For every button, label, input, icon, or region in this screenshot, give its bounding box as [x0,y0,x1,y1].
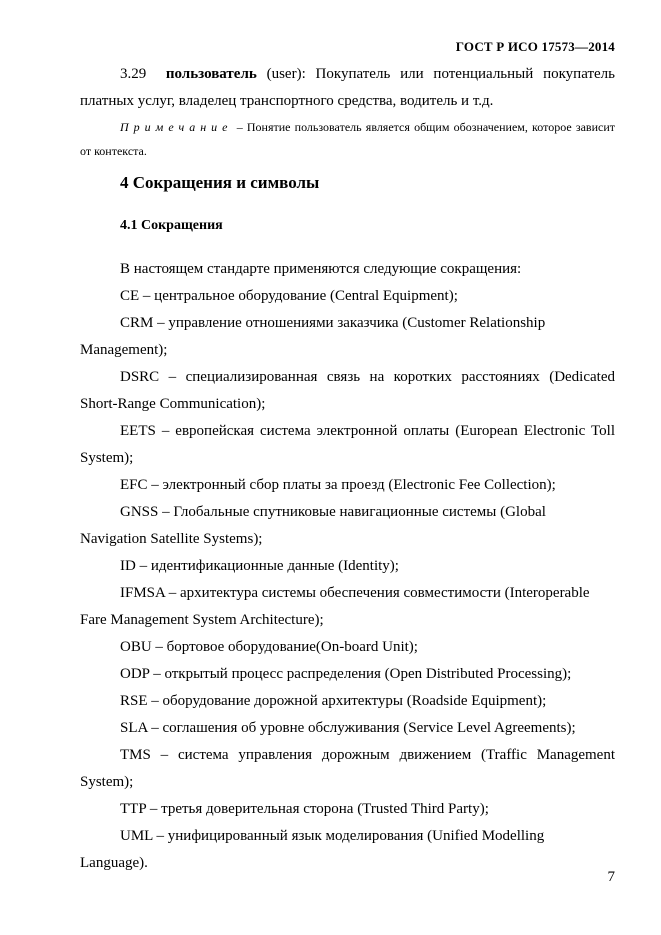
abbreviation-item: ID – идентификационные данные (Identity); [120,558,399,574]
abbreviation-item: OBU – бортовое оборудование(On-board Unit); [120,639,418,655]
abbreviation-item: EFC – электронный сбор платы за проезд (Electronic Fee Collection); [120,477,556,493]
subsection-title: 4.1 Сокращения [120,218,223,233]
section-title: 4 Сокращения и символы [120,173,320,192]
abbreviation-item: UML – унифицированный язык моделирования (Unified Modelling Language). [80,828,545,871]
note-label: Примечание [120,120,233,134]
note [80,115,615,163]
definition-3-29 [80,61,615,115]
abbreviation-item: ODP – открытый процесс распределения (Open Distributed Processing); [120,666,572,682]
page-number: 7 [607,869,615,885]
abbreviation-item: DSRC – специализированная связь на коротких расстояниях (Dedicated Short-Range Communication); [80,369,615,412]
abbreviation-item: RSE – оборудование дорожной архитектуры (Roadside Equipment); [120,693,547,709]
definition-term: пользователь [165,66,257,82]
abbreviation-item: GNSS – Глобальные спутниковые навигационные системы (Global Navigation Satellite Systems); [80,504,546,547]
document-header: ГОСТ Р ИСО 17573—2014 [455,39,615,54]
document-page [80,0,615,935]
definition-number: 3.29 [120,66,147,82]
abbreviation-item: EETS – европейская система электронной оплаты (European Electronic Toll System); [80,423,615,466]
abbreviation-item: SLA – соглашения об уровне обслуживания (Service Level Agreements); [120,720,576,736]
abbreviation-item: TTP – третья доверительная сторона (Trusted Third Party); [120,801,489,817]
abbreviation-item: CRM – управление отношениями заказчика (Customer Relationship Management); [80,315,546,358]
note-text: – Понятие пользователь является общим обозначением, которое зависит от контекста. [80,120,615,158]
abbreviation-item: TMS – система управления дорожным движением (Traffic Management System); [80,747,615,790]
definition-english: (user): [266,66,306,82]
abbreviation-item: IFMSA – архитектура системы обеспечения совместимости (Interoperable Fare Management System Architecture); [80,585,590,628]
definition-text: Покупатель или потенциальный покупатель платных услуг, владелец транспортного средства, водитель и т.д. [80,66,616,109]
abbreviations-intro: В настоящем стандарте применяются следующие сокращения: [120,261,522,277]
abbreviation-item: CE – центральное оборудование (Central Equipment); [120,288,458,304]
abbreviations-list [80,256,615,877]
